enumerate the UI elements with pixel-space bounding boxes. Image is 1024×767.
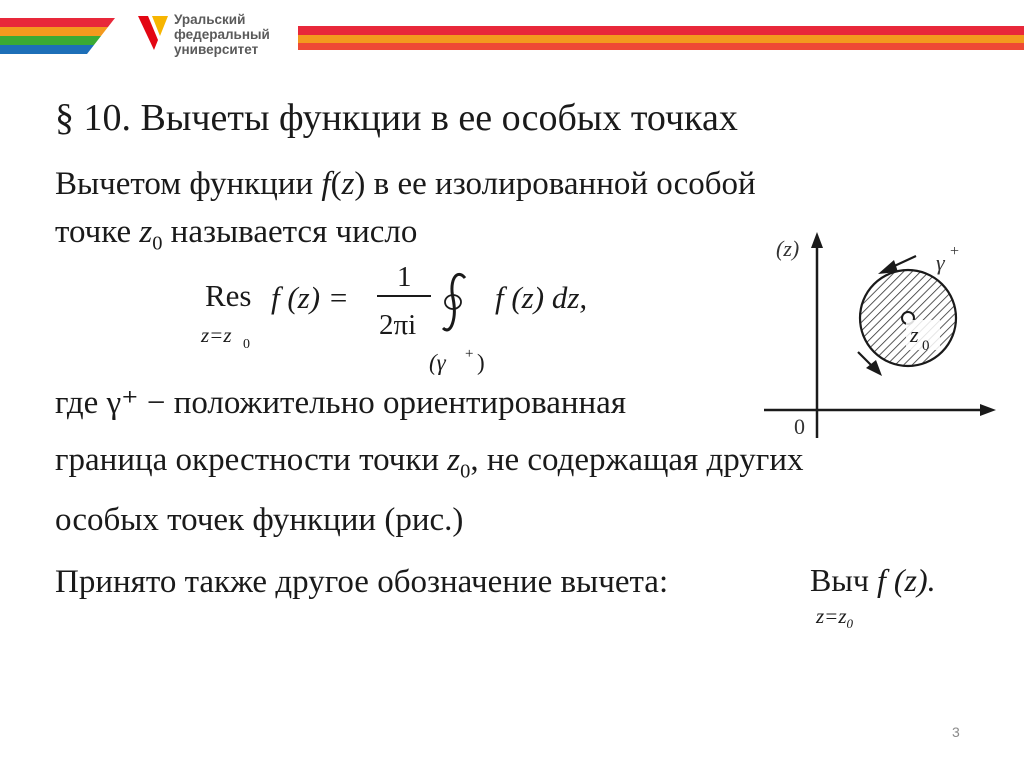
- formula-res: Res: [205, 278, 252, 313]
- alt-notation-sub: [816, 604, 853, 632]
- plane-label: (z): [776, 236, 800, 261]
- boundary-point-z: z: [447, 442, 461, 478]
- page-number: 3: [952, 724, 960, 740]
- logo-line-3: университет: [174, 42, 259, 57]
- alt-notation-line: Принято также другое обозначение вычета:: [55, 564, 669, 600]
- def-text-4: называется число: [162, 214, 418, 250]
- university-name: [174, 12, 294, 57]
- gamma-label: γ: [936, 250, 945, 275]
- right-stripes: [298, 26, 1024, 50]
- formula-contour-sup: +: [465, 346, 474, 362]
- def-text-2: в ее изолированной особой: [365, 166, 756, 202]
- point-label-sub: 0: [922, 338, 930, 354]
- def-text-3: точке: [55, 214, 140, 250]
- boundary-point-sub: 0: [460, 460, 471, 483]
- contour-integral-icon: [443, 274, 465, 330]
- def-point-sub: 0: [152, 232, 163, 255]
- formula-contour-close: ): [477, 350, 485, 375]
- alt-notation-formula: [810, 562, 936, 632]
- left-stripes: [0, 18, 115, 54]
- formula-numerator: 1: [397, 261, 412, 293]
- contour-description-line: где γ⁺ − положительно ориентированная: [55, 385, 627, 421]
- logo-line-2: федеральный: [174, 27, 270, 42]
- def-function-z: z: [341, 166, 355, 202]
- point-label: z: [910, 322, 919, 347]
- formula-contour: (γ: [429, 350, 446, 375]
- university-logo-icon: [138, 14, 170, 54]
- alt-notation-name: Выч: [810, 562, 869, 598]
- def-point-z: z: [139, 214, 153, 250]
- origin-label: 0: [794, 414, 805, 439]
- residue-formula: [195, 258, 635, 388]
- def-function-f: f: [321, 166, 331, 202]
- boundary-text-3: особых точек функции (рис.): [55, 501, 464, 538]
- boundary-paragraph: [55, 436, 990, 544]
- def-text-1: Вычетом функции: [55, 166, 322, 202]
- logo-line-1: Уральский: [174, 12, 246, 27]
- contour-diagram: [760, 228, 1000, 443]
- definition-paragraph: Вычетом функции f(z) в ее изолированной особой точке $z_0$ называется число: [55, 166, 756, 255]
- boundary-text-1: граница окрестности точки: [55, 442, 448, 478]
- alt-notation-sub-text: z=z: [816, 604, 847, 628]
- formula-denominator: 2πi: [379, 309, 417, 341]
- formula-integrand: f (z) dz,: [495, 280, 588, 315]
- formula-fz: f (z) =: [271, 280, 349, 315]
- formula-res-sub: z=z: [201, 323, 232, 347]
- slide-title: § 10. Вычеты функции в ее особых точках: [55, 97, 738, 139]
- slide-header: [0, 0, 1024, 70]
- alt-notation-fz: f (z).: [876, 562, 936, 598]
- y-axis: [811, 232, 823, 438]
- alt-notation-sub-index: 0: [846, 616, 854, 632]
- boundary-text-2: , не содержащая других: [470, 442, 804, 478]
- gamma-label-sup: +: [950, 243, 960, 260]
- formula-res-sub-index: 0: [243, 337, 250, 352]
